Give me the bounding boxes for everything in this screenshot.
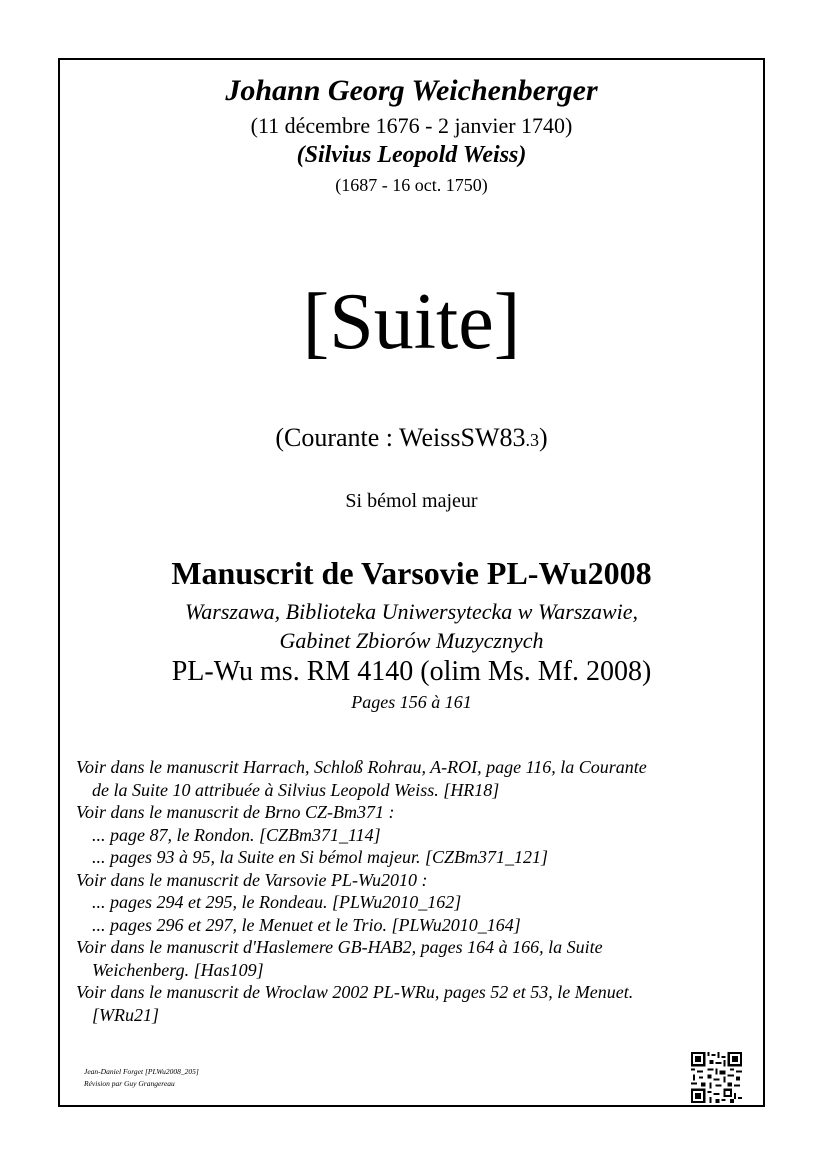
reference-line: [WRu21]: [92, 1004, 159, 1025]
reference-line: de la Suite 10 attribuée à Silvius Leopold Weiss. [HR18]: [92, 779, 500, 800]
library-line-1: Warszawa, Biblioteka Uniwersytecka w Warszawie,: [184, 599, 639, 624]
library-name: [58, 597, 765, 655]
reference-line: Voir dans le manuscrit Harrach, Schloß Rohrau, A-ROI, page 116, la Courante: [76, 757, 647, 777]
credit-author: Jean-Daniel Forget [PLWu2008_205]: [84, 1067, 199, 1076]
composer-dates: (11 décembre 1676 - 2 janvier 1740): [250, 113, 573, 138]
reference-line: Voir dans le manuscrit de Brno CZ-Bm371 :: [76, 802, 395, 822]
references-list: [76, 756, 756, 1026]
reference-line: ... page 87, le Rondon. [CZBm371_114]: [92, 824, 381, 845]
credits: [84, 1066, 199, 1090]
credit-revision: Révision par Guy Grangereau: [84, 1079, 175, 1088]
courante-number: .3: [525, 430, 539, 450]
reference-line: ... pages 93 à 95, la Suite en Si bémol majeur. [CZBm371_121]: [92, 847, 548, 867]
courante-label: (Courante : WeissSW83: [275, 423, 526, 452]
composer-name: Johann Georg Weichenberger: [225, 74, 598, 107]
reference-line: Voir dans le manuscrit de Varsovie PL-Wu2010 :: [76, 869, 428, 890]
library-line-2: Gabinet Zbiorów Muzycznych: [279, 628, 544, 653]
reference-line: ... pages 296 et 297, le Menuet et le Trio. [PLWu2010_164]: [92, 914, 521, 935]
manuscript-title: Manuscrit de Varsovie PL-Wu2008: [171, 555, 652, 591]
reference-line: Voir dans le manuscrit de Wroclaw 2002 PL-WRu, pages 52 et 53, le Menuet.: [76, 982, 634, 1002]
page-range: Pages 156 à 161: [351, 692, 472, 712]
attributed-composer-dates: (1687 - 16 oct. 1750): [335, 175, 488, 195]
courante-reference: [58, 423, 765, 453]
reference-line: Weichenberg. [Has109]: [92, 959, 264, 980]
attributed-composer-name: (Silvius Leopold Weiss): [296, 142, 527, 168]
work-title: [Suite]: [302, 278, 521, 366]
reference-line: Voir dans le manuscrit d'Haslemere GB-HAB2, pages 164 à 166, la Suite: [76, 937, 603, 957]
qr-code-icon: [691, 1052, 742, 1103]
key-signature: Si bémol majeur: [345, 490, 478, 512]
reference-line: ... pages 294 et 295, le Rondeau. [PLWu2010_162]: [92, 892, 462, 912]
courante-close: ): [539, 423, 548, 452]
shelfmark: PL-Wu ms. RM 4140 (olim Ms. Mf. 2008): [171, 656, 652, 687]
